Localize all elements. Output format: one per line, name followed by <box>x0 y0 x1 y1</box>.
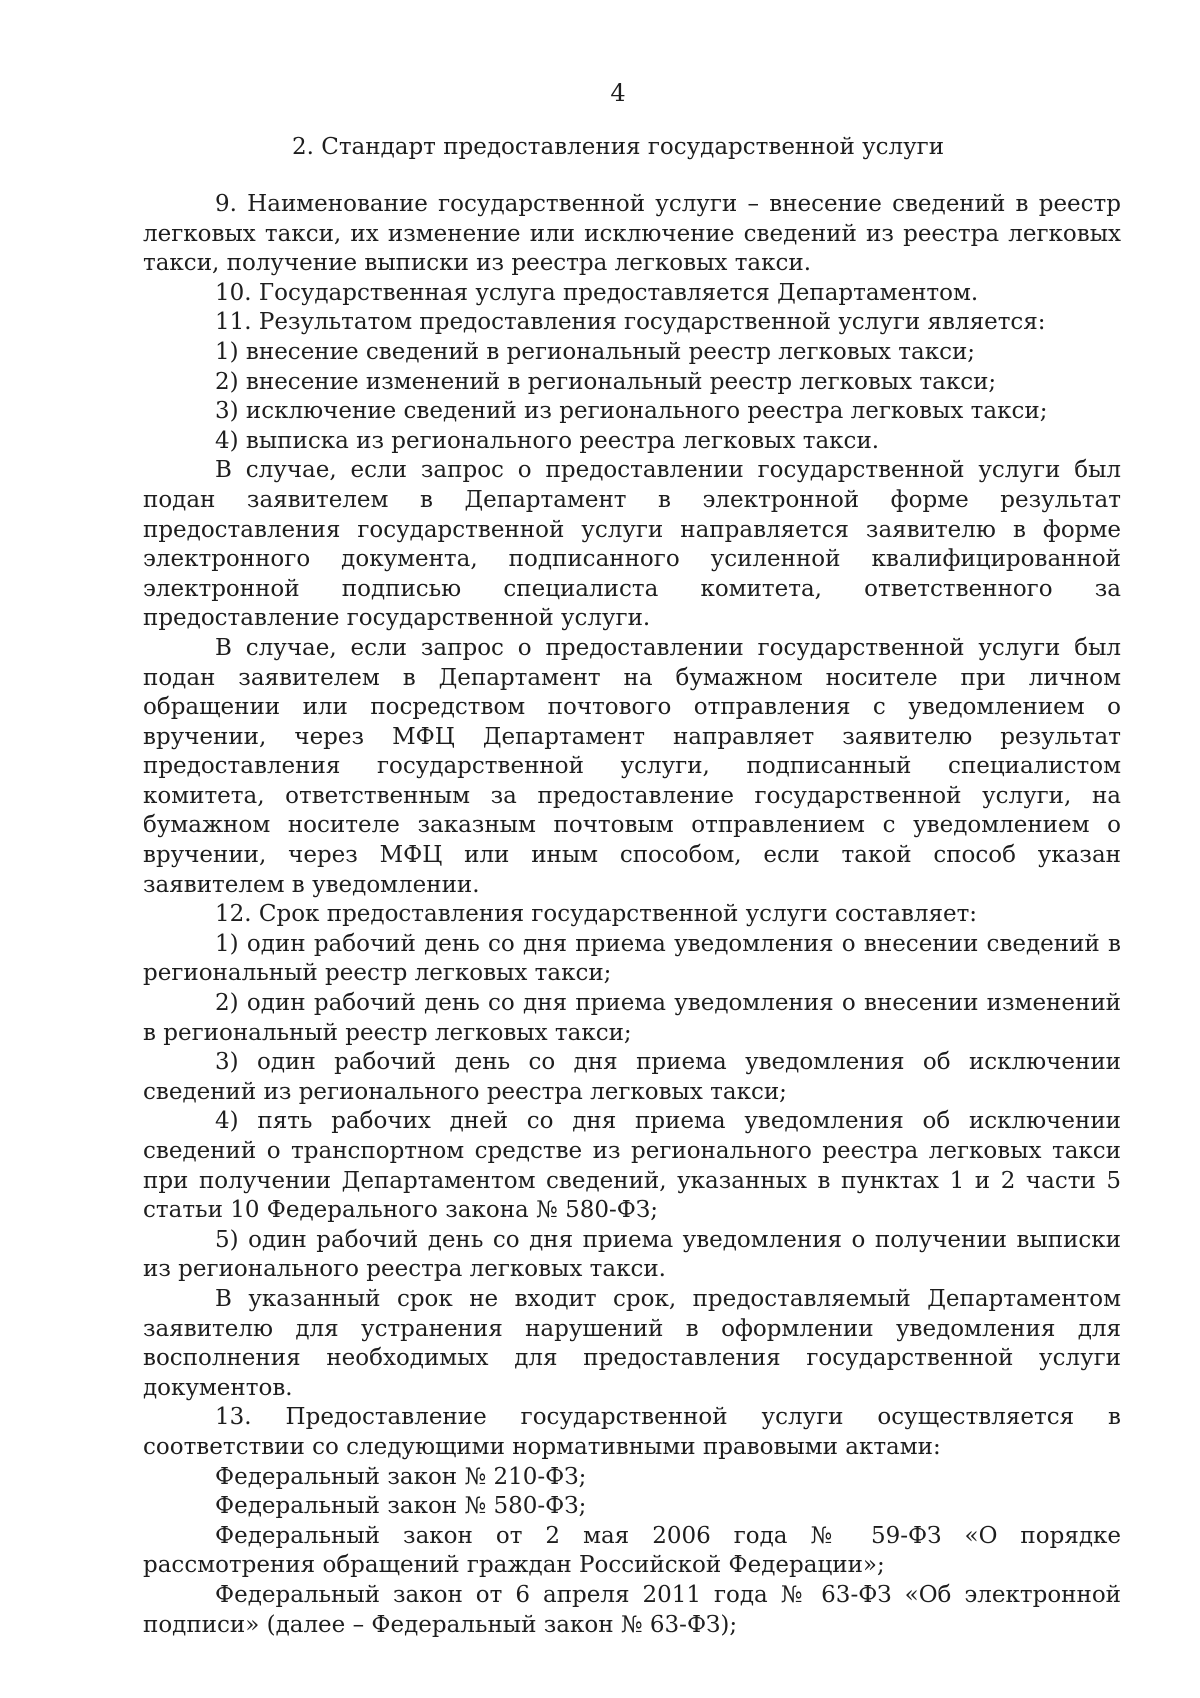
list-item-12-1: 1) один рабочий день со дня приема уведомления о внесении сведений в региональный реестр легковых такси; <box>143 930 1121 987</box>
list-item-12-2: 2) один рабочий день со дня приема уведомления о внесении изменений в региональный реестр легковых такси; <box>143 990 1121 1046</box>
paragraph-12: 12. Срок предоставления государственной услуги составляет: <box>215 901 978 928</box>
list-item-12-3: 3) один рабочий день со дня приема уведомления об исключении сведений из регионального реестра легковых такси; <box>143 1049 1121 1105</box>
list-item-12-4: 4) пять рабочих дней со дня приема уведомления об исключении сведений о транспортном средстве из регионального реестра легковых такси при получении Департаментом сведений, указанных в пунктах 1 и 2 части 5 статьи 10 Федерального закона № 580-ФЗ; <box>143 1108 1121 1224</box>
list-item-11-1: 1) внесение сведений в региональный реестр легковых такси; <box>215 338 976 365</box>
document-body <box>143 190 1121 1640</box>
list-item-law-210: Федеральный закон № 210-ФЗ; <box>215 1463 587 1490</box>
paragraph-9: 9. Наименование государственной услуги – внесение сведений в реестр легковых такси, их изменение или исключение сведений из реестра легковых такси, получение выписки из реестра легковых такси. <box>143 191 1121 277</box>
list-item-11-2: 2) внесение изменений в региональный реестр легковых такси; <box>215 368 997 395</box>
paragraph-paper-result: В случае, если запрос о предоставлении государственной услуги был подан заявителем в Департамент на бумажном носителе при личном обращении или посредством почтового отправления с уведомлением о вручении, через МФЦ Департамент направляет заявителю результат предоставления государственной услуги, подписанный специалистом комитета, ответственным за предоставление государственной услуги, на бумажном носителе заказным почтовым отправлением с уведомлением о вручении, через МФЦ или иным способом, если такой способ указан заявителем в уведомлении. <box>143 634 1121 898</box>
list-item-11-4: 4) выписка из регионального реестра легковых такси. <box>215 427 880 454</box>
section-title: 2. Стандарт предоставления государственной услуги <box>291 134 945 160</box>
list-item-law-580: Федеральный закон № 580-ФЗ; <box>215 1493 587 1520</box>
list-item-11-3: 3) исключение сведений из регионального реестра легковых такси; <box>215 398 1048 425</box>
list-item-law-63: Федеральный закон от 6 апреля 2011 года № 63-ФЗ «Об электронной подписи» (далее – Федеральный закон № 63-ФЗ); <box>143 1581 1121 1638</box>
paragraph-13: 13. Предоставление государственной услуги осуществляется в соответствии со следующими нормативными правовыми актами: <box>143 1404 1121 1460</box>
paragraph-10: 10. Государственная услуга предоставляется Департаментом. <box>215 279 979 306</box>
paragraph-11: 11. Результатом предоставления государственной услуги является: <box>215 309 1046 336</box>
page-number: 4 <box>610 79 626 107</box>
paragraph-term-exclusion: В указанный срок не входит срок, предоставляемый Департаментом заявителю для устранения нарушений в оформлении уведомления для восполнения необходимых для предоставления государственной услуги документов. <box>143 1285 1121 1401</box>
paragraph-electronic-result: В случае, если запрос о предоставлении государственной услуги был подан заявителем в Департамент в электронной форме результат предоставления государственной услуги направляется заявителю в форме электронного документа, подписанного усиленной квалифицированной электронной подписью специалиста комитета, ответственного за предоставление государственной услуги. <box>143 457 1121 632</box>
list-item-law-59: Федеральный закон от 2 мая 2006 года № 59-ФЗ «О порядке рассмотрения обращений граждан Российской Федерации»; <box>143 1522 1121 1579</box>
list-item-12-5: 5) один рабочий день со дня приема уведомления о получении выписки из регионального реестра легковых такси. <box>143 1226 1121 1283</box>
